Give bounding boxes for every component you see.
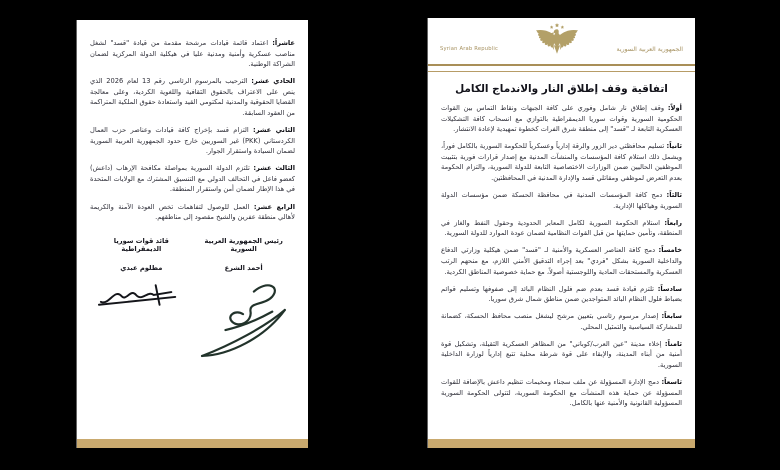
clause-2-lead: ثانياً: xyxy=(666,142,682,151)
clause-12 xyxy=(90,125,295,157)
commander-signature-icon xyxy=(97,280,185,310)
clause-6 xyxy=(441,284,682,305)
agreement-page-2 xyxy=(77,20,308,448)
clause-4-text: استلام الحكومة السورية لكامل المعابر الحدودية وحقول النفط والغاز في المنطقة، وتأمين حمايتها من قبل القوات النظامية لضمان عودة الموارد للدولة السورية. xyxy=(441,218,682,238)
page-1-body xyxy=(428,103,695,409)
clause-3 xyxy=(441,190,682,211)
clause-10-text: اعتماد قائمة قيادات مرشحة مقدمة من قيادة "قسد" لشغل مناصب عسكرية وأمنية ومدنية عليا في هيكلية الدولة المركزية لضمان الشراكة الوطنية. xyxy=(90,39,295,69)
clause-3-lead: ثالثاً: xyxy=(666,191,682,200)
page-2-body xyxy=(77,20,308,368)
clause-9-text: دمج الإدارة المسؤولة عن ملف سجناء ومخيمات تنظيم داعش بالإضافة للقوات المسؤولة عن حماية هذه المنشآت مع الحكومة السورية، لتتولى الحكومة السورية المسؤولية القانونية والأمنية عنها بالكامل. xyxy=(441,378,682,408)
clause-14-text: العمل للوصول لتفاهمات تخص العودة الآمنة والكريمة لأهالي منطقة عفرين والشيخ مقصود إلى مناطقهم. xyxy=(90,202,295,222)
signatory-commander xyxy=(96,237,187,368)
clause-13-text: تلتزم الدولة السورية بمواصلة مكافحة الإرهاب (داعش) كعضو فاعل في التحالف الدولي مع التنسيق المشترك مع الولايات المتحدة في هذا الإطار لضمان أمن واستقرار المنطقة. xyxy=(90,164,295,194)
clause-5 xyxy=(441,245,682,277)
document-title: اتفاقية وقف إطلاق النار والاندماج الكامل xyxy=(455,83,668,95)
clause-7-text: إصدار مرسوم رئاسي بتعيين مرشح ليشغل منصب محافظ الحسكة، كضمانة للمشاركة السياسية والتمثيل المحلي. xyxy=(441,312,682,331)
president-title: رئيس الجمهورية العربية السورية xyxy=(204,236,283,253)
clause-8-lead: ثامناً: xyxy=(664,339,682,348)
president-signature-icon xyxy=(197,276,289,364)
clause-6-lead: سادساً: xyxy=(657,284,682,293)
commander-name: مظلوم عبدي xyxy=(120,263,163,272)
clause-4 xyxy=(441,218,682,239)
letterhead xyxy=(428,18,695,60)
letterhead-rule-thin xyxy=(428,71,695,72)
president-name: أحمد الشرع xyxy=(224,263,263,272)
page-1-gold-footer-bar xyxy=(428,439,695,448)
clause-11-lead: الحادي عشر: xyxy=(251,77,295,86)
letterhead-en-label: Syrian Arab Republic xyxy=(440,46,499,52)
clause-6-text: تلتزم قيادة قسد بعدم ضم فلول النظام البائد إلى صفوفها وتسليم قوائم بضباط فلول النظام البائد المتواجدين ضمن مناطق شمال شرق سوريا. xyxy=(441,284,682,304)
syrian-eagle-emblem-icon xyxy=(534,22,580,58)
clause-5-text: دمج كافة العناصر العسكرية والأمنية لـ "قسد" ضمن هيكلية وزارتي الدفاع والداخلية السورية بشكل "فردي" بعد إجراء التدقيق الأمني اللازم، مع منحهم الرتب العسكرية والمستحقات المادية واللوجستية أصولاً، مع حماية خصوصية المناطق الكردية. xyxy=(441,246,682,276)
clause-10-lead: عاشراً: xyxy=(272,39,295,47)
clause-3-text: دمج كافة المؤسسات المدنية في محافظة الحسكة ضمن مؤسسات الدولة السورية وهياكلها الإدارية. xyxy=(441,191,682,210)
signature-block xyxy=(90,237,295,368)
clause-11 xyxy=(90,76,295,118)
clause-12-lead: الثاني عشر: xyxy=(253,126,295,135)
clause-8 xyxy=(441,339,682,371)
clause-2 xyxy=(441,141,682,183)
clause-7 xyxy=(441,311,682,332)
clause-1-text: وقف إطلاق نار شامل وفوري على كافة الجبهات ونقاط التماس بين القوات الحكومية السورية وقوات سوريا الديمقراطية بالتوازي مع انسحاب كافة التشكيلات العسكرية التابعة لـ "قسد" إلى منطقة شرق الفرات كخطوة تمهيدية لإعادة الانتشار. xyxy=(441,104,682,134)
clause-12-text: التزام قسد بإخراج كافة قيادات وعناصر حزب العمال الكردستاني (PKK) غير السوريين خارج حدود الجمهورية العربية السورية لضمان السيادة واستقرار الجوار. xyxy=(90,126,295,156)
signatory-president xyxy=(198,237,289,368)
clause-1 xyxy=(441,103,682,135)
clause-5-lead: خامساً: xyxy=(658,246,682,255)
letterhead-ar-label: الجمهورية العربية السورية xyxy=(616,45,683,53)
clause-10 xyxy=(90,38,295,70)
commander-title: قائد قوات سوريا الديمقراطية xyxy=(113,236,169,253)
clause-4-lead: رابعاً: xyxy=(664,218,682,227)
agreement-page-1 xyxy=(428,18,695,448)
clause-14-lead: الرابع عشر: xyxy=(253,202,295,211)
clause-14 xyxy=(90,202,295,223)
clause-13-lead: الثالث عشر: xyxy=(253,164,295,173)
clause-8-text: إخلاء مدينة "عين العرب/كوباني" من المظاهر العسكرية الثقيلة، وتشكيل قوة أمنية من أبناء المدينة، والإبقاء على قوة شرطة محلية تتبع إدارياً لوزارة الداخلية السورية. xyxy=(441,339,682,370)
clause-2-text: تسليم محافظتي دير الزور والرقة إدارياً وعسكرياً للحكومة السورية بالكامل فوراً، ويشمل ذلك استلام كافة المؤسسات والمنشآت المدنية مع إصدار قرارات فورية بتثبيت الموظفين الحاليين ضمن الوزارات الاختصاصية التابعة للدولة السورية، والتزام الحكومة بعدم التعرض لموظفي ومقاتلي قسد والإدارة المدنية في المحافظتين. xyxy=(441,142,682,182)
clause-9-lead: تاسعاً: xyxy=(661,378,682,387)
clause-7-lead: سابعاً: xyxy=(661,312,682,321)
clause-13 xyxy=(90,163,295,195)
clause-11-text: الترحيب بالمرسوم الرئاسي رقم 13 لعام 2026 الذي ينص على الاعتراف بالحقوق الثقافية واللغوية الكردية، وعلى معالجة القضايا الحقوقية والمدنية لمكتومي القيد واستعادة حقوق الملكية المتراكمة من العقود السابقة. xyxy=(90,77,295,117)
clause-1-lead: أولاً: xyxy=(667,104,682,112)
page-2-gold-footer-bar xyxy=(77,439,308,448)
clause-9 xyxy=(441,377,682,409)
letterhead-rule-thick xyxy=(428,64,695,66)
